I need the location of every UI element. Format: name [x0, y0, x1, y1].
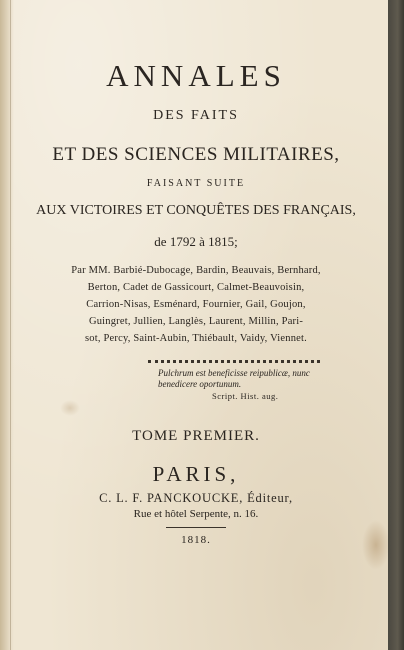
epigraph-source: Script. Hist. aug.	[212, 391, 279, 401]
volume-label: TOME PREMIER.	[132, 428, 260, 444]
book-title: ANNALES	[106, 58, 286, 93]
publication-year: 1818.	[181, 534, 211, 546]
authors-line: sot, Percy, Saint-Aubin, Thiébault, Vaidy, Viennet.	[85, 333, 307, 344]
date-range: de 1792 à 1815;	[154, 234, 238, 249]
faisant-suite: FAISANT SUITE	[146, 178, 246, 189]
publisher-address: Rue et hôtel Serpente, n. 16.	[133, 508, 259, 520]
publication-city: PARIS,	[152, 462, 240, 486]
victoires-line: AUX VICTOIRES ET CONQUÊTES DES FRANÇAIS,	[36, 203, 356, 218]
short-rule	[166, 527, 226, 528]
authors-block	[0, 262, 392, 347]
epigraph-line: Pulchrum est beneficisse reipublicæ, nunc	[158, 368, 310, 378]
authors-line: Guingret, Jullien, Langlès, Laurent, Millin, Pari-	[88, 316, 304, 327]
paper-stain	[60, 400, 80, 416]
authors-line: Carrion-Nisas, Esménard, Fournier, Gail, Goujon,	[86, 299, 306, 310]
subtitle-line-1: DES FAITS	[153, 108, 239, 123]
authors-line: Berton, Cadet de Gassicourt, Calmet-Beauvoisin,	[87, 282, 305, 293]
book-cover-edge	[388, 0, 404, 650]
authors-line: Par MM. Barbié-Dubocage, Bardin, Beauvais, Bernhard,	[71, 265, 321, 276]
ornamental-rule	[148, 360, 320, 366]
epigraph-line: benedicere oportunum.	[158, 379, 242, 389]
publisher: C. L. F. PANCKOUCKE, Éditeur,	[99, 491, 293, 505]
epigraph	[158, 368, 310, 390]
subtitle-line-2: ET DES SCIENCES MILITAIRES,	[52, 144, 340, 165]
